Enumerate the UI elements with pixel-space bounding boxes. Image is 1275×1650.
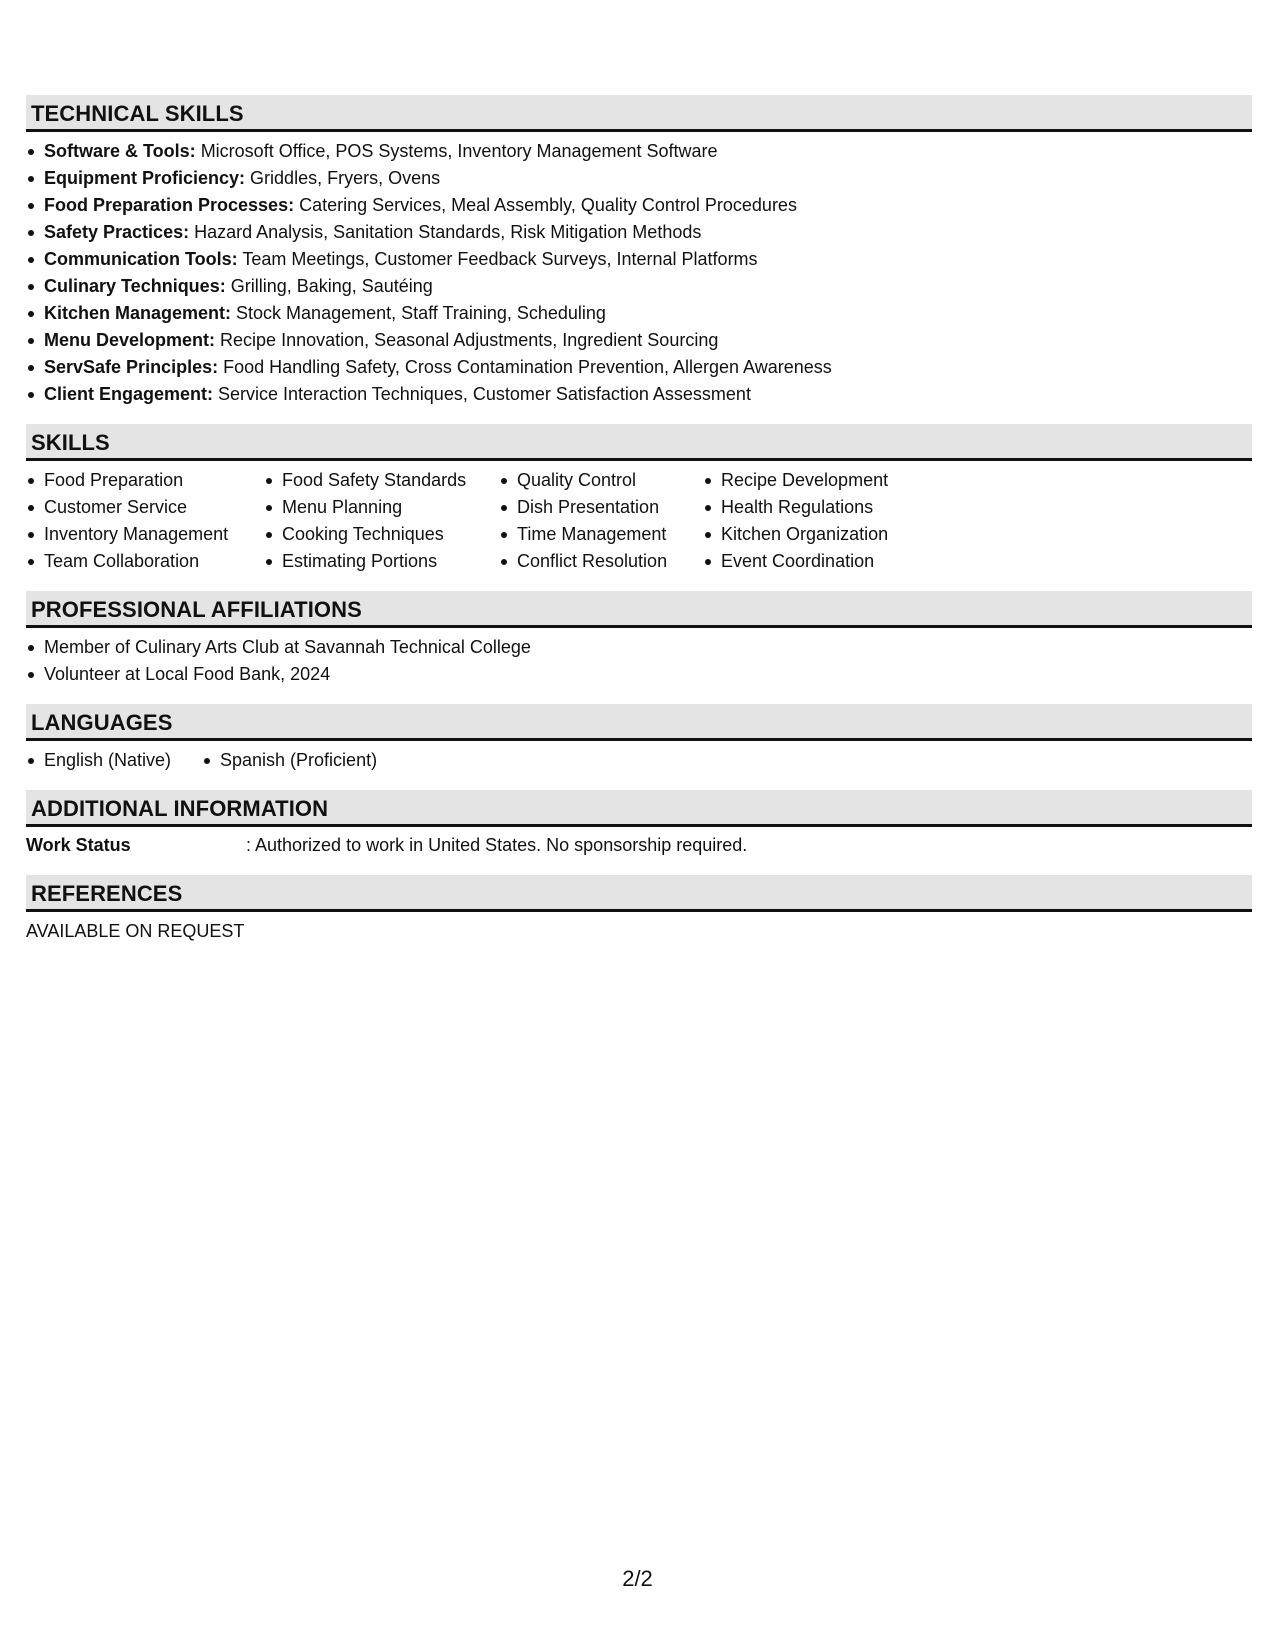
list-item: Cooking Techniques	[282, 521, 499, 548]
section-title: PROFESSIONAL AFFILIATIONS	[31, 597, 362, 622]
list-item	[44, 300, 1252, 327]
list-item: English (Native)	[44, 747, 202, 774]
list-item: Health Regulations	[721, 494, 961, 521]
list-item: Kitchen Organization	[721, 521, 961, 548]
list-item	[44, 192, 1252, 219]
list-item	[44, 219, 1252, 246]
list-item: Quality Control	[517, 467, 703, 494]
section-title: SKILLS	[31, 430, 110, 455]
list-item	[44, 165, 1252, 192]
list-item	[44, 381, 1252, 408]
list-item: Recipe Development	[721, 467, 961, 494]
item-label: ServSafe Principles:	[44, 357, 219, 377]
item-value: Recipe Innovation, Seasonal Adjustments, Ingredient Sourcing	[215, 330, 719, 350]
languages-row	[26, 747, 1252, 774]
languages-column-1	[26, 747, 202, 774]
list-item: Time Management	[517, 521, 703, 548]
section-title: ADDITIONAL INFORMATION	[31, 796, 329, 821]
work-status-row	[26, 832, 1252, 859]
section-title: TECHNICAL SKILLS	[31, 101, 244, 126]
item-value: Hazard Analysis, Sanitation Standards, Risk Mitigation Methods	[189, 222, 702, 242]
skills-column-1	[26, 467, 264, 575]
list-item: Estimating Portions	[282, 548, 499, 575]
item-label: Culinary Techniques:	[44, 276, 226, 296]
item-label: Safety Practices:	[44, 222, 190, 242]
technical-skills-list	[26, 138, 1252, 408]
skills-header	[26, 424, 1252, 461]
list-item: Inventory Management	[44, 521, 264, 548]
item-value: Microsoft Office, POS Systems, Inventory Management Software	[195, 141, 718, 161]
work-status-label: Work Status	[26, 835, 131, 855]
item-value: Team Meetings, Customer Feedback Surveys, Internal Platforms	[237, 249, 758, 269]
item-value: Catering Services, Meal Assembly, Quality Control Procedures	[294, 195, 797, 215]
section-title: REFERENCES	[31, 881, 183, 906]
affiliations-header	[26, 591, 1252, 628]
list-item: Customer Service	[44, 494, 264, 521]
list-item: Team Collaboration	[44, 548, 264, 575]
list-item: Conflict Resolution	[517, 548, 703, 575]
item-label: Client Engagement:	[44, 384, 214, 404]
additional-info-section	[26, 790, 1252, 859]
section-title: LANGUAGES	[31, 710, 173, 735]
skills-column-2	[264, 467, 499, 575]
list-item: Event Coordination	[721, 548, 961, 575]
skills-section	[26, 424, 1252, 575]
list-item	[44, 273, 1252, 300]
list-item: Menu Planning	[282, 494, 499, 521]
list-item	[44, 138, 1252, 165]
languages-column-2	[202, 747, 377, 774]
list-item: Spanish (Proficient)	[220, 747, 377, 774]
item-value: Griddles, Fryers, Ovens	[245, 168, 441, 188]
item-label: Kitchen Management:	[44, 303, 232, 323]
item-label: Communication Tools:	[44, 249, 238, 269]
list-item	[44, 246, 1252, 273]
item-value: Food Handling Safety, Cross Contamination Prevention, Allergen Awareness	[218, 357, 832, 377]
references-header	[26, 875, 1252, 912]
skills-column-3	[499, 467, 703, 575]
list-item: Member of Culinary Arts Club at Savannah Technical College	[44, 634, 1252, 661]
affiliations-list	[26, 634, 1252, 688]
references-text: AVAILABLE ON REQUEST	[26, 921, 245, 941]
languages-header	[26, 704, 1252, 741]
references-section	[26, 875, 1252, 945]
item-label: Equipment Proficiency:	[44, 168, 246, 188]
list-item: Volunteer at Local Food Bank, 2024	[44, 661, 1252, 688]
work-status-value: : Authorized to work in United States. No sponsorship required.	[246, 835, 748, 855]
item-label: Food Preparation Processes:	[44, 195, 295, 215]
list-item	[44, 327, 1252, 354]
skills-column-4	[703, 467, 961, 575]
technical-skills-section	[26, 95, 1252, 408]
item-value: Service Interaction Techniques, Customer Satisfaction Assessment	[213, 384, 751, 404]
list-item	[44, 354, 1252, 381]
list-item: Food Safety Standards	[282, 467, 499, 494]
item-value: Grilling, Baking, Sautéing	[225, 276, 433, 296]
item-label: Software & Tools:	[44, 141, 196, 161]
affiliations-section	[26, 591, 1252, 688]
additional-info-header	[26, 790, 1252, 827]
item-label: Menu Development:	[44, 330, 216, 350]
resume-page	[26, 95, 1252, 961]
languages-section	[26, 704, 1252, 774]
item-value: Stock Management, Staff Training, Scheduling	[231, 303, 606, 323]
list-item: Food Preparation	[44, 467, 264, 494]
list-item: Dish Presentation	[517, 494, 703, 521]
technical-skills-header	[26, 95, 1252, 132]
skills-grid	[26, 467, 1252, 575]
page-number: 2/2	[622, 1566, 653, 1591]
